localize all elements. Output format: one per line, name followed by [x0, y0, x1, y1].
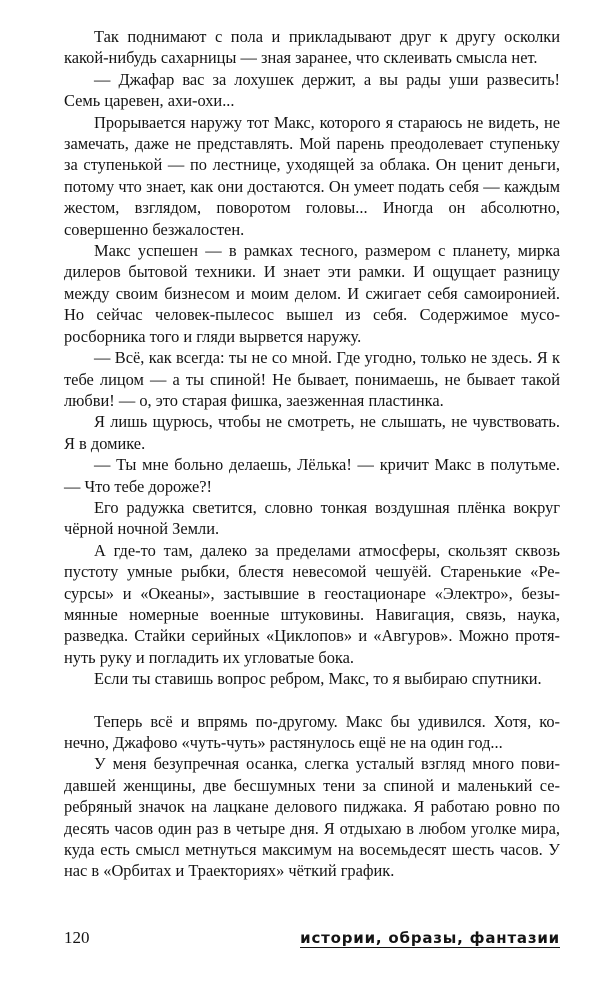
paragraph: Его радужка светится, словно тонкая воздушная плёнка вокруг чёрной ночной Земли.: [64, 497, 560, 539]
running-title: истории, образы, фантазии: [300, 929, 560, 947]
paragraph: — Джафар вас за лохушек держит, а вы рады уши развесить! Семь царевен, ахи-охи...: [64, 69, 560, 111]
body-text: [64, 26, 560, 882]
page-number: 120: [64, 928, 90, 947]
paragraph: А где-то там, далеко за пределами атмосферы, скользят сквозь пустоту умные рыбки, блестя невесомой чешуёй. Старенькие «Ресурсы» и «Океаны», застывшие в геостационаре «Электро», безымянные номерные военные штуковины. Навигация, связь, наука, разведка. Стайки серийных «Циклопов» и «Авгуров». Можно протянуть руку и погладить их угловатые бока.: [64, 540, 560, 667]
paragraph: Так поднимают с пола и прикладывают друг к другу осколки какой-нибудь сахарницы — зная заранее, что склеивать смысла нет.: [64, 27, 560, 68]
page-body: [64, 26, 560, 882]
paragraph: Макс успешен — в рамках тесного, размером с планету, мирка дилеров бытовой техники. И знает эти рамки. И ощущает разницу между своим бизнесом и моим делом. И сжигает себя самоиронией. Но сейчас человек-пылесос вышел из себя. Содержимое мусоросборника того и гляди вырвется наружу.: [64, 241, 560, 346]
paragraph: Прорывается наружу тот Макс, которого я стараюсь не видеть, не замечать, даже не представлять. Мой парень преодолевает ступеньку за ступенькой — по лестнице, уходящей за облака. Он ценит деньги, потому что знает, как они достаются. Он умеет подать себя — каждым жестом, взглядом, поворотом головы... Иногда он абсолютно, совершенно безжалостен.: [64, 112, 560, 239]
paragraph: Если ты ставишь вопрос ребром, Макс, то я выбираю спутники.: [94, 669, 542, 689]
paragraph: — Всё, как всегда: ты не со мной. Где угодно, только не здесь. Я к тебе лицом — а ты спиной! Не бывает, понимаешь, не бывает такой любви! — о, это старая фишка, заезженная пластинка.: [64, 348, 560, 410]
page-footer: [64, 928, 560, 952]
paragraph: У меня безупречная осанка, слегка усталый взгляд много повидавшей женщины, две бесшумных тени за спиной и маленький серебряный значок на лацкане делового пиджака. Я работаю ровно по десять часов один раз в четыре дня. Я отдыхаю в любом уголке мира, куда есть смысл метнуться максимум на восемьдесят шесть часов. У нас в «Орбитах и Траекториях» чёткий график.: [64, 754, 560, 881]
paragraph: — Ты мне больно делаешь, Лёлька! — кричит Макс в полутьме. — Что тебе дороже?!: [64, 455, 560, 496]
paragraph: Я лишь щурюсь, чтобы не смотреть, не слышать, не чувствовать. Я в домике.: [64, 412, 560, 453]
paragraph: Теперь всё и впрямь по-другому. Макс бы удивился. Хотя, конечно, Джафово «чуть-чуть» растянулось ещё не на один год...: [64, 711, 560, 752]
